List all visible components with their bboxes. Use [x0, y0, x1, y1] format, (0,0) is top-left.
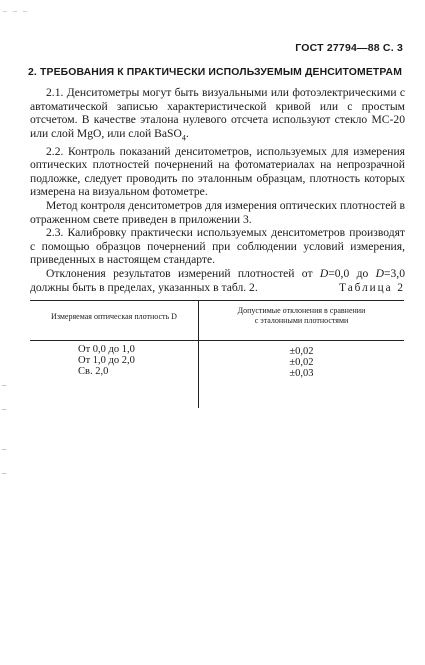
margin-mark: – — [2, 404, 7, 414]
table-cell-deviation: ±0,02 — [289, 346, 314, 357]
margin-mark: – — [2, 380, 7, 390]
paragraph-2-2: 2.2. Контроль показаний денситометров, используемых для измерения оптических плотностей почернений на фотоматериалах на непрозрачной подложке, следует проводить по эталонным образцам, плотность которых измерена на визуальном фотометре. — [30, 144, 405, 199]
paragraph-2-1: 2.1. Денситометры могут быть визуальными или фотоэлектрическими с автоматической записью характеристической кривой или с простым отсчетом. В качестве эталона нулевого отсчета используют стекло МС-20 или слой MgO, или слой BaSO$_4$. — [30, 86, 405, 143]
margin-mark: – — [2, 468, 7, 478]
table-cell-density: От 0,0 до 1,0 — [78, 344, 135, 355]
paragraph-method: Метод контроля денситометров для измерения оптических плотностей в отраженном свете приведен в приложении 3. — [30, 199, 405, 226]
table-deviation-column — [199, 346, 404, 379]
table-top-rule — [30, 300, 404, 301]
section-title: 2. ТРЕБОВАНИЯ К ПРАКТИЧЕСКИ ИСПОЛЬЗУЕМЫМ ДЕНСИТОМЕТРАМ — [28, 67, 403, 78]
table-header-deviation: Допустимые отклонения в сравнении с эталонными плотностями — [237, 306, 366, 325]
table-cell-deviation: ±0,03 — [289, 368, 314, 379]
running-head: ГОСТ 27794—88 С. 3 — [295, 42, 403, 54]
margin-mark: – — [2, 444, 7, 454]
table-header-rule — [30, 340, 404, 341]
paragraph-2-3: 2.3. Калибровку практически используемых денситометров производят с помощью образцов почернений при соблюдении условий измерения, приведенных в настоящем стандарте. — [30, 226, 405, 267]
table-cell-density: От 1,0 до 2,0 — [78, 355, 135, 366]
section-body — [30, 86, 405, 294]
table-header-density: Измеряемая оптическая плотность D — [51, 312, 177, 321]
deviation-table — [30, 300, 404, 408]
scan-artifact-mark: – – – — [3, 6, 29, 15]
table-cell-deviation: ±0,02 — [289, 357, 314, 368]
table-caption: Таблица 2 — [339, 282, 405, 294]
table-density-column — [78, 344, 135, 377]
table-cell-density: Св. 2,0 — [78, 366, 109, 377]
paragraph-deviations: Отклонения результатов измерений плотностей от D=0,0 до D=3,0 должны быть в пределах, указанных в табл. 2. — [30, 267, 405, 294]
